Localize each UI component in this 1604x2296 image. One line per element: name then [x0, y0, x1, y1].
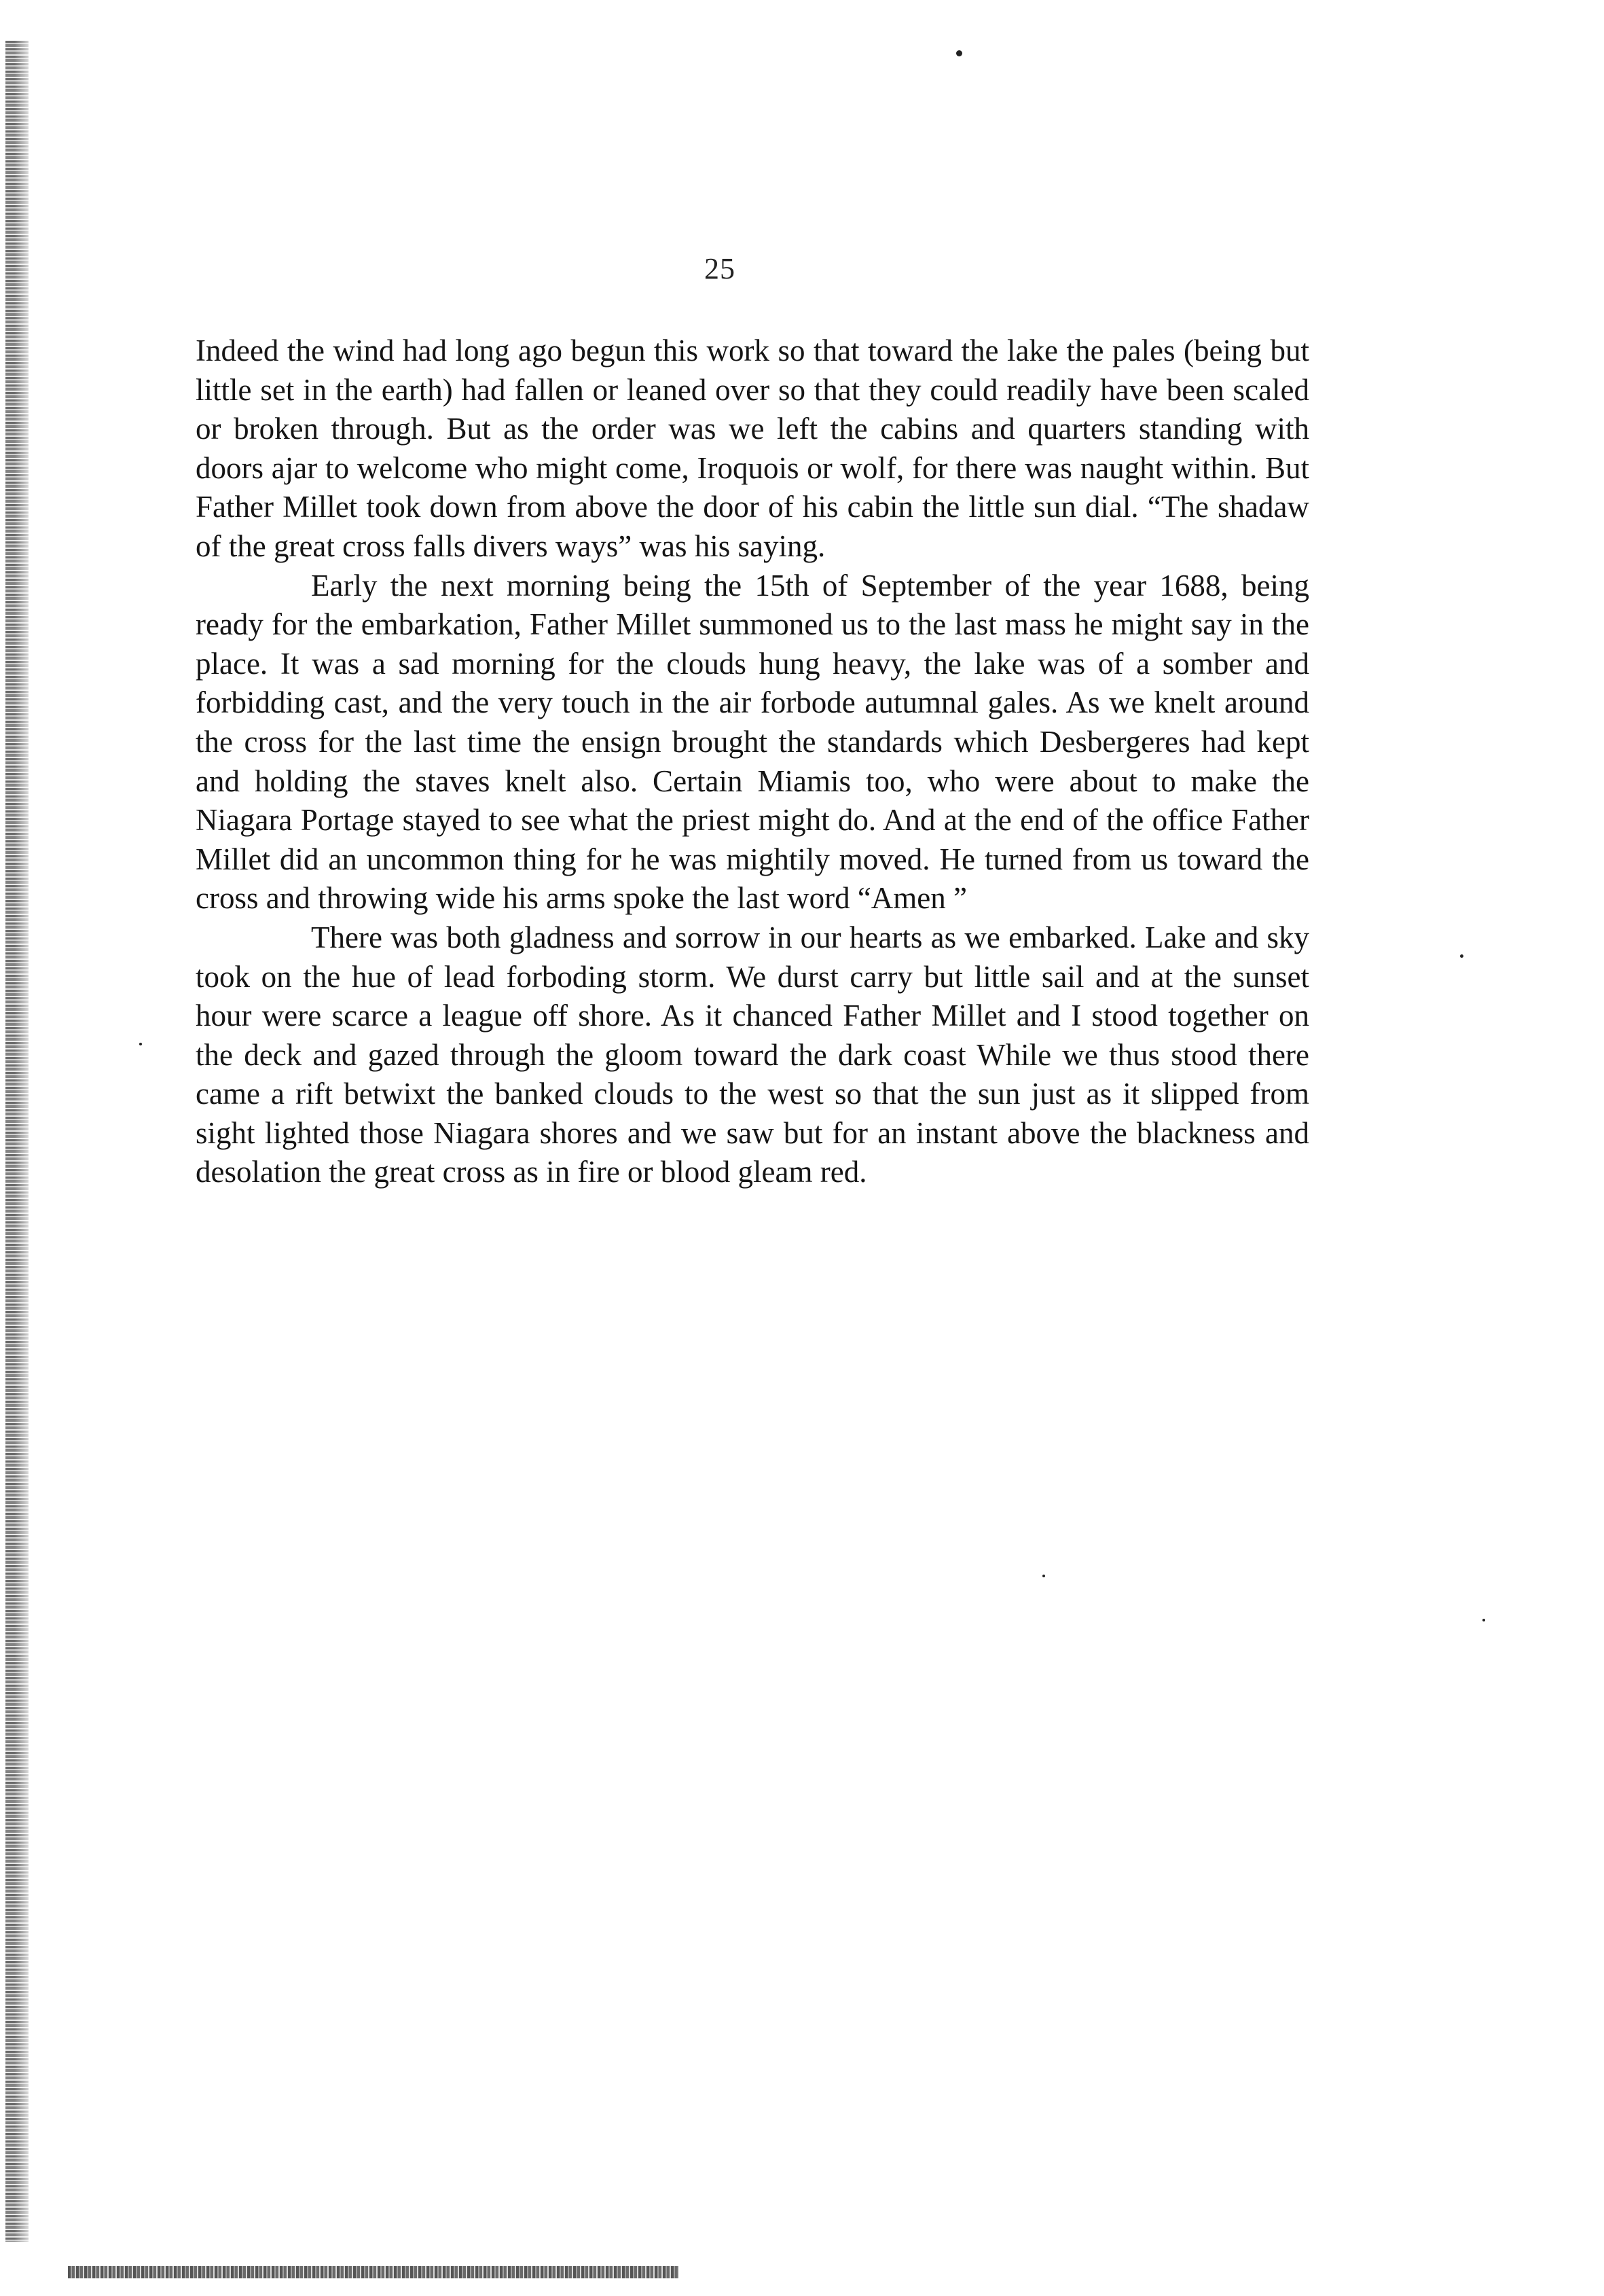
scan-speck: [139, 1043, 142, 1045]
paragraph: There was both gladness and sorrow in our hearts as we embarked. Lake and sky took on the hue of lead forboding storm. We durst carry but little sail and at the sunset hour were scarce a league off shore. As it chanced Father Millet and I stood together on the deck and gazed through the gloom toward the dark coast While we thus stood there came a rift betwixt the banked clouds to the west so that the sun just as it slipped from sight lighted those Niagara shores and we saw but for an instant above the blackness and desolation the great cross as in fire or blood gleam red.: [196, 920, 1309, 1189]
paragraph: Indeed the wind had long ago begun this work so that toward the lake the pales (being but little set in the earth) had fallen or leaned over so that they could readily have been scaled or broken through. But as the order was we left the cabins and quarters standing with doors ajar to welcome who might come, Iroquois or wolf, for there was naught within. But Father Millet took down from above the door of his cabin the little sun dial. “The shadaw of the great cross falls divers ways” was his saying.: [196, 334, 1309, 563]
page-binding-edge: [5, 41, 29, 2242]
scan-speck: [1460, 954, 1463, 958]
scan-speck: [1482, 1619, 1485, 1621]
page-bottom-edge: [68, 2266, 679, 2278]
scan-speck: [1042, 1575, 1045, 1577]
page-number: 25: [704, 252, 735, 285]
paragraph: Early the next morning being the 15th of September of the year 1688, being ready for the embarkation, Father Millet summoned us to the last mass he might say in the place. It was a sad morning for the clouds hung heavy, the lake was of a somber and forbidding cast, and the very touch in the air forbode autumnal gales. As we knelt around the cross for the last time the ensign brought the standards which Desbergeres had kept and holding the staves knelt also. Certain Miamis too, who were about to make the Niagara Portage stayed to see what the priest might do. And at the end of the office Father Millet did an uncommon thing for he was mightily moved. He turned from us toward the cross and throwing wide his arms spoke the last word “Amen ”: [196, 568, 1309, 916]
scan-speck: [956, 50, 962, 56]
body-text: [196, 331, 1309, 1192]
